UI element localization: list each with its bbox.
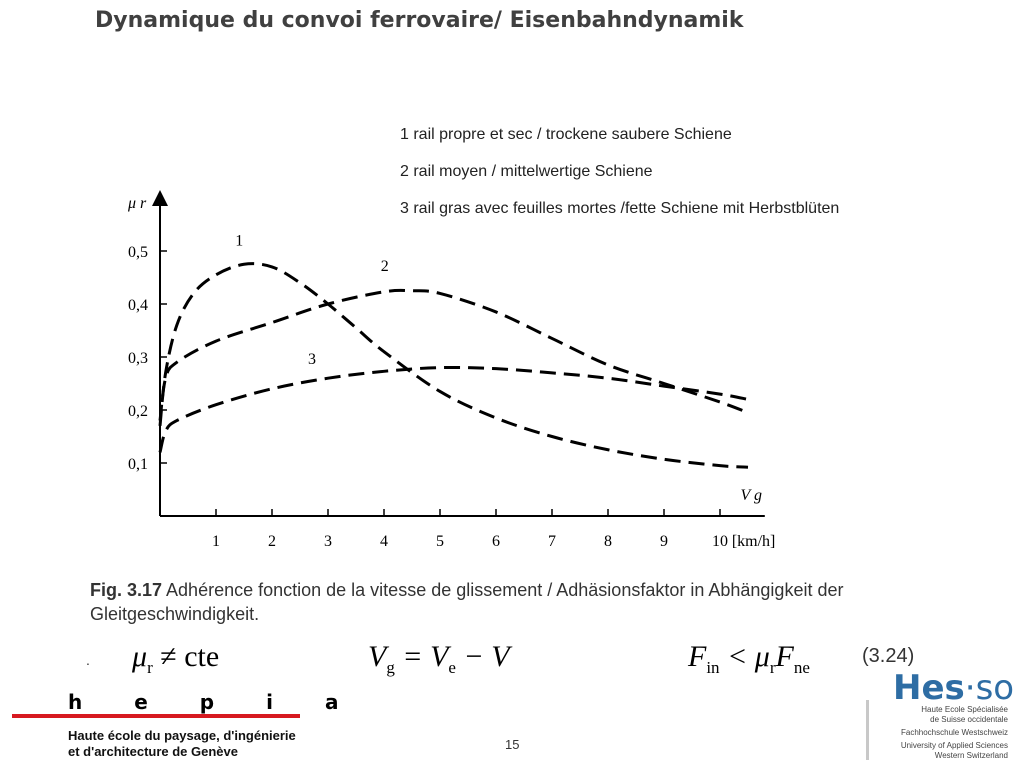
formula-equals-ve: = V bbox=[394, 640, 449, 673]
formula-f-ne: F bbox=[775, 640, 794, 673]
figure-caption-text: Adhérence fonction de la vitesse de glissement / Adhäsionsfaktor in Abhängigkeit der Gleitgeschwindigkeit. bbox=[90, 580, 844, 624]
x-tick-label-2: 2 bbox=[268, 533, 276, 550]
series-label-2: 2 bbox=[380, 258, 389, 276]
formula-mu-r-subscript: r bbox=[769, 658, 776, 677]
figure-caption bbox=[90, 578, 890, 626]
hepia-institution-name bbox=[68, 728, 296, 760]
x-tick-label-1: 1 bbox=[212, 533, 220, 550]
hepia-red-bar bbox=[12, 714, 300, 718]
page-number: 15 bbox=[505, 737, 520, 752]
formula-f-in: F bbox=[688, 640, 707, 673]
y-tick-label-4: 0,4 bbox=[128, 297, 148, 314]
formula-slip-velocity bbox=[368, 640, 510, 678]
y-tick-label-1: 0,1 bbox=[128, 456, 148, 473]
formula-v-e-subscript: e bbox=[448, 658, 456, 677]
hes-so-description bbox=[901, 705, 1008, 761]
series-line-2 bbox=[160, 290, 748, 420]
formula-not-equal-cte: ≠ cte bbox=[152, 640, 220, 673]
formula-less-than-mu: < μ bbox=[719, 640, 770, 673]
y-tick-label-2: 0,2 bbox=[128, 403, 148, 420]
y-tick-label-3: 0,3 bbox=[128, 350, 148, 367]
y-axis-label: μ r bbox=[128, 195, 147, 212]
formula-v-g: V bbox=[368, 640, 387, 673]
formula-mu-subscript: r bbox=[147, 658, 153, 677]
equation-number: (3.24) bbox=[862, 645, 915, 667]
hes-line-1: Haute Ecole Spécialisée bbox=[921, 705, 1008, 714]
x-tick-label-10: 10 bbox=[712, 533, 728, 550]
formula-minus-v: − V bbox=[455, 640, 510, 673]
hes-logo-so: ·so bbox=[964, 668, 1015, 708]
x-tick-label-4: 4 bbox=[380, 533, 388, 550]
hepia-line-2: et d'architecture de Genève bbox=[68, 744, 238, 759]
figure-label: Fig. 3.17 bbox=[90, 580, 163, 600]
formula-f-in-subscript: in bbox=[706, 658, 720, 677]
x-tick-label-5: 5 bbox=[436, 533, 444, 550]
hes-line-5: Western Switzerland bbox=[934, 751, 1008, 760]
formula-mu-not-constant bbox=[132, 640, 219, 678]
series-label-1: 1 bbox=[235, 232, 244, 250]
hes-divider bbox=[866, 700, 869, 760]
y-tick-label-5: 0,5 bbox=[128, 244, 148, 261]
page-title: Dynamique du convoi ferrovaire/ Eisenbahndynamik bbox=[95, 8, 744, 33]
hes-line-4: University of Applied Sciences bbox=[900, 741, 1008, 750]
legend-item-2: 2 rail moyen / mittelwertige Schiene bbox=[400, 163, 653, 180]
formula-f-ne-subscript: ne bbox=[793, 658, 810, 677]
x-axis-unit: [km/h] bbox=[731, 533, 776, 550]
x-tick-label-3: 3 bbox=[324, 533, 332, 550]
x-tick-label-7: 7 bbox=[548, 533, 556, 550]
x-tick-label-8: 8 bbox=[604, 533, 612, 550]
hes-line-3: Fachhochschule Westschweiz bbox=[900, 728, 1008, 737]
hepia-line-1: Haute école du paysage, d'ingénierie bbox=[68, 728, 296, 743]
hepia-logo: hepia bbox=[68, 690, 391, 714]
x-tick-label-9: 9 bbox=[660, 533, 668, 550]
formula-mu-symbol: μ bbox=[132, 640, 148, 673]
formula-bullet: . bbox=[86, 652, 90, 668]
legend-item-1: 1 rail propre et sec / trockene saubere Schiene bbox=[400, 126, 732, 143]
formula-v-g-subscript: g bbox=[386, 658, 395, 677]
x-axis-label: V g bbox=[740, 487, 762, 504]
series-line-3 bbox=[160, 367, 748, 452]
hes-so-logo bbox=[893, 668, 1014, 708]
series-label-3: 3 bbox=[308, 351, 316, 369]
hes-logo-main: Hes bbox=[893, 668, 965, 708]
series-line-1 bbox=[160, 264, 748, 468]
hes-line-2: de Suisse occidentale bbox=[930, 715, 1008, 724]
formula-force-inequality bbox=[688, 640, 810, 678]
legend-item-3: 3 rail gras avec feuilles mortes /fette Schiene mit Herbstblüten bbox=[400, 200, 840, 217]
x-tick-label-6: 6 bbox=[492, 533, 500, 550]
